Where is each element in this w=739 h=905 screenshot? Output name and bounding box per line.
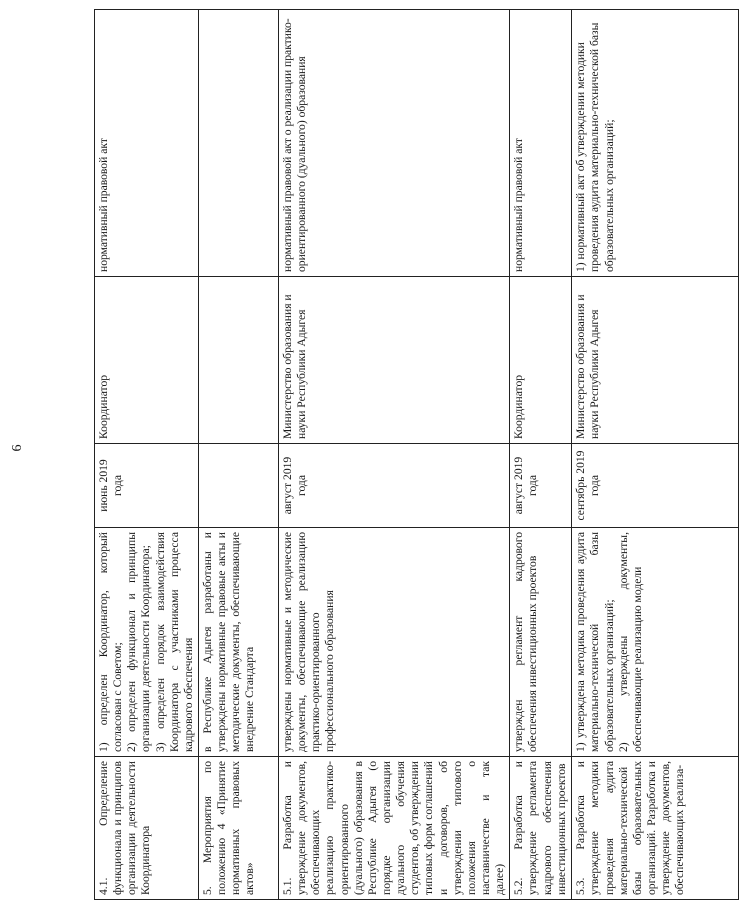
result-cell xyxy=(95,528,199,757)
responsible-cell xyxy=(198,277,278,444)
task-cell: 5.2. Разработка и утверждение регламента кадрового обеспечения инвестиционных проектов xyxy=(510,757,572,900)
document-cell: нормативный правовой акт xyxy=(95,10,199,277)
task-cell: 5.1. Разработка и утверждение документов, обеспечивающих реализацию практико-ориентированного (дуального) образования в Республике Адыгея (о порядке организации дуального обучения студентов, об утверждении типовых форм соглашений и договоров, об утверждении типового положения о наставничестве и так далее) xyxy=(278,757,509,900)
deadline-cell: август 2019 года xyxy=(510,444,572,528)
responsible-cell: Министерство образования и науки Республики Адыгея xyxy=(278,277,509,444)
document-cell: нормативный правовой акт xyxy=(510,10,572,277)
document-cell: нормативный правовой акт о реализации практико-ориентированного (дуального) образования xyxy=(278,10,509,277)
result-line: 2) определен функционал и принципы организации деятельности Координатора; xyxy=(125,532,153,752)
deadline-cell xyxy=(198,444,278,528)
result-line: 2) утверждены документы, обеспечивающие реализацию модели xyxy=(616,532,644,752)
deadline-cell: август 2019 года xyxy=(278,444,509,528)
document-cell xyxy=(198,10,278,277)
responsible-cell: Министерство образования и науки Республики Адыгея xyxy=(572,277,739,444)
result-cell xyxy=(278,528,509,757)
table-row xyxy=(572,10,739,900)
result-line: утверждены нормативные и методические документы, обеспечивающие реализацию практико-ориентированного профессионального образования xyxy=(280,532,337,752)
table-row xyxy=(278,10,509,900)
responsible-cell: Координатор xyxy=(510,277,572,444)
document-cell: 1) нормативный акт об утверждении методики проведения аудита материально-технической базы образовательных организаций; xyxy=(572,10,739,277)
result-line: 1) определен Координатор, который согласован с Советом; xyxy=(97,532,125,752)
result-line: 1) утверждена методика проведения аудита материально-технической базы образовательных организаций; xyxy=(574,532,616,752)
result-line: 3) определен порядок взаимодействия Координатора с участниками процесса кадрового обеспечения xyxy=(153,532,195,752)
page-number: 6 xyxy=(10,444,25,452)
measures-table xyxy=(94,9,739,900)
task-cell: 4.1. Определение функционала и принципов организации деятельности Координатора xyxy=(95,757,199,900)
rotated-table-container xyxy=(94,10,687,900)
responsible-cell: Координатор xyxy=(95,277,199,444)
result-cell xyxy=(198,528,278,757)
task-cell: 5.3. Разработка и утверждение методики проведения аудита материально-технической базы образовательных организаций. Разработка и утверждение документов, обеспечивающих реализа- xyxy=(572,757,739,900)
task-cell: 5. Мероприятия по положению 4 «Принятие нормативных правовых актов» xyxy=(198,757,278,900)
result-line: в Республике Адыгея разработаны и утверждены нормативные правовые акты и методические документы, обеспечивающие внедрение Стандарта xyxy=(200,532,257,752)
result-cell xyxy=(510,528,572,757)
table-row xyxy=(198,10,278,900)
deadline-cell: июнь 2019 года xyxy=(95,444,199,528)
table-row xyxy=(95,10,199,900)
table-row xyxy=(510,10,572,900)
deadline-cell: сентябрь 2019 года xyxy=(572,444,739,528)
result-line: утвержден регламент кадрового обеспечения инвестиционных проектов xyxy=(512,532,540,752)
result-cell xyxy=(572,528,739,757)
